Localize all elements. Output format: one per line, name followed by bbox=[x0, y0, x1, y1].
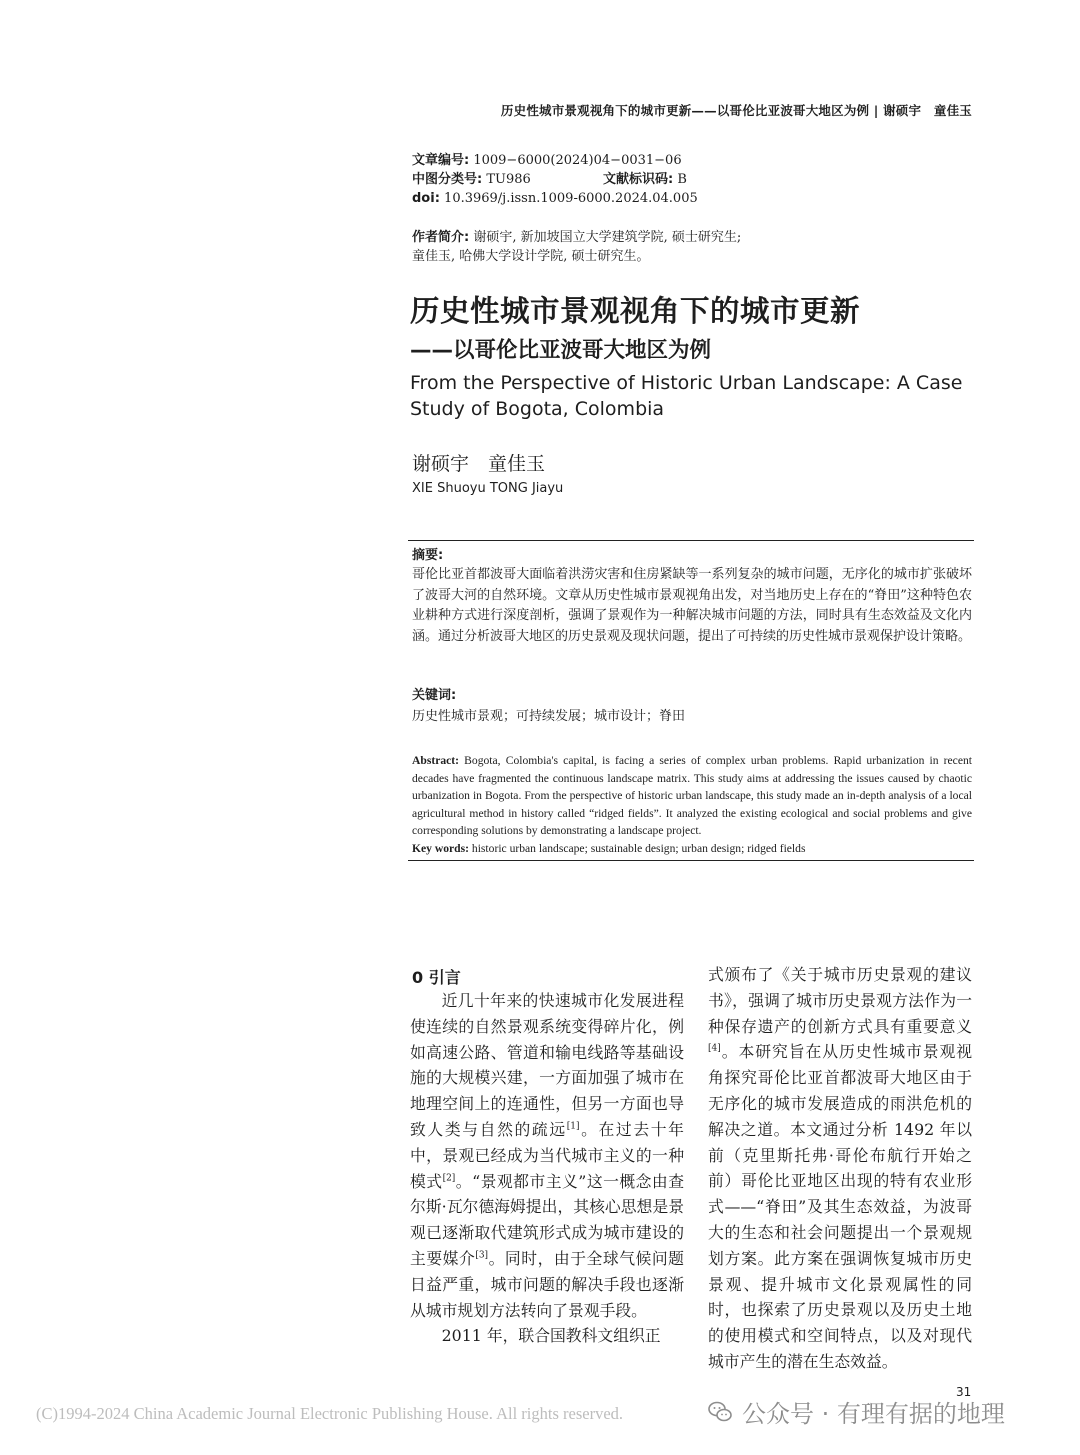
keywords-en-label: Key words: bbox=[412, 841, 469, 855]
meta-article-no-value: 1009−6000(2024)04−0031−06 bbox=[473, 153, 682, 168]
copyright-notice: (C)1994-2024 China Academic Journal Electronic Publishing House. All rights reserved. bbox=[36, 1404, 624, 1423]
body-text: 近几十年来的快速城市化发展进程使连续的自然景观系统变得碎片化，例如高速公路、管道和输电线路等基础设施的大规模兴建，一方面加强了城市在地理空间上的连通性，但另一方面也导致人类与自然的疏远 bbox=[410, 991, 684, 1139]
citation-ref[interactable]: [1] bbox=[566, 1121, 580, 1132]
body-left-column bbox=[410, 988, 684, 1349]
author-intro-label: 作者简介: bbox=[412, 230, 470, 245]
body-text: 。同时，由于全球气候问题日益严重，城市问题的解决手段也逐渐从城市规划方法转向了景观手段。 bbox=[410, 1248, 684, 1320]
citation-ref[interactable]: [3] bbox=[475, 1250, 489, 1261]
abstract-en-label: Abstract: bbox=[412, 754, 460, 767]
body-paragraph-2-continued bbox=[708, 962, 972, 1375]
wechat-icon bbox=[708, 1400, 732, 1424]
meta-doi-value: 10.3969/j.issn.1009-6000.2024.04.005 bbox=[444, 191, 698, 206]
title-en: From the Perspective of Historic Urban Landscape: A Case Study of Bogota, Colombia bbox=[410, 372, 963, 420]
meta-doi bbox=[412, 189, 698, 208]
meta-doi-label: doi: bbox=[412, 191, 440, 206]
body-right-column bbox=[708, 962, 972, 1375]
keywords-en: historic urban landscape; sustainable design; urban design; ridged fields bbox=[471, 841, 806, 855]
body-paragraph-2: 2011 年，联合国教科文组织正 bbox=[441, 1326, 661, 1346]
citation-ref[interactable]: [4] bbox=[708, 1044, 721, 1055]
abstract-top-rule bbox=[408, 540, 974, 541]
body-text: 。本研究旨在从历史性城市景观视角探究哥伦比亚首都波哥大地区由于无序化的城市发展造成的雨洪危机的解决之道。本文通过分析 1492 年以前（克里斯托弗·哥伦布航行开始之前）哥伦比亚地区出现的特有农业形式——“脊田”及其生态效益，为波哥大的生态和社会问题提出一个景观规划方案。此方案在强调恢复城市历史景观、提升城市文化景观属性的同时，也探索了历史景观以及历史土地的使用模式和空间特点，以及对现代城市产生的潜在生态效益。 bbox=[708, 1042, 972, 1371]
abstract-en bbox=[412, 752, 972, 858]
author-intro-line-1 bbox=[412, 228, 741, 247]
meta-clc-label: 中图分类号: bbox=[412, 172, 483, 187]
abstract-cn-label: 摘要: bbox=[412, 548, 444, 563]
section-heading: 0 引言 bbox=[412, 968, 461, 987]
subtitle-cn: ——以哥伦比亚波哥大地区为例 bbox=[410, 338, 712, 363]
meta-doc-code bbox=[603, 170, 687, 189]
page-number: 31 bbox=[956, 1385, 972, 1399]
authors-cn: 谢硕宇 童佳玉 bbox=[412, 453, 546, 475]
body-text: 式颁布了《关于城市历史景观的建议书》，强调了城市历史景观方法作为一种保存遗产的创新方式具有重要意义 bbox=[708, 965, 972, 1036]
meta-doc-code-value: B bbox=[677, 172, 687, 187]
watermark-text: 公众号 · 有理有据的地理 bbox=[742, 1400, 1005, 1428]
title-cn: 历史性城市景观视角下的城市更新 bbox=[410, 294, 861, 328]
meta-doc-code-label: 文献标识码: bbox=[603, 172, 674, 187]
abstract-en-text: Bogota, Colombia's capital, is facing a series of complex urban problems. Rapid urbanization in recent decades have fragmented the continuous landscape matrix. This study aims at addressing the issues caused by chaotic urbanization in Bogota. From the perspective of historic urban landscape, this study made an in-depth analysis of a local agricultural method in history called “ridged fields”. It analyzed the existing ecological and social problems and give corresponding solutions by demonstrating a landscape project. bbox=[412, 754, 972, 838]
citation-ref[interactable]: [2] bbox=[442, 1173, 456, 1184]
keywords-cn: 历史性城市景观；可持续发展；城市设计；脊田 bbox=[412, 709, 686, 724]
wechat-watermark bbox=[708, 1394, 1005, 1429]
authors-en: XIE Shuoyu TONG Jiayu bbox=[412, 481, 564, 496]
abstract-cn-text: 哥伦比亚首都波哥大面临着洪涝灾害和住房紧缺等一系列复杂的城市问题，无序化的城市扩张破坏了波哥大河的自然环境。文章从历史性城市景观视角出发，对当地历史上存在的“脊田”这种特色农业耕种方式进行深度剖析，强调了景观作为一种解决城市问题的方法，同时具有生态效益及文化内涵。通过分析波哥大地区的历史景观及现状问题，提出了可持续的历史性城市景观保护设计策略。 bbox=[412, 567, 972, 644]
body-text: 。“景观都市主义”这一概念由查尔斯·瓦尔德海姆提出，其核心思想是景观已逐渐取代建筑形式成为城市建设的主要媒介 bbox=[410, 1171, 684, 1268]
body-paragraph-1 bbox=[410, 988, 684, 1323]
author-intro-line-2: 童佳玉, 哈佛大学设计学院, 硕士研究生。 bbox=[412, 249, 650, 264]
meta-article-no bbox=[412, 151, 682, 170]
meta-clc-value: TU986 bbox=[486, 172, 531, 187]
keywords-cn-label: 关键词: bbox=[412, 688, 457, 703]
running-header: 历史性城市景观视角下的城市更新——以哥伦比亚波哥大地区为例 | 谢硕宇 童佳玉 bbox=[500, 103, 972, 118]
author-intro-text-1: 谢硕宇, 新加坡国立大学建筑学院, 硕士研究生; bbox=[473, 230, 742, 245]
body-text: 。在过去十年中，景观已经成为当代城市主义的一种模式 bbox=[410, 1119, 684, 1191]
meta-article-no-label: 文章编号: bbox=[412, 153, 470, 168]
abstract-bottom-rule bbox=[408, 860, 974, 861]
meta-clc bbox=[412, 170, 531, 189]
